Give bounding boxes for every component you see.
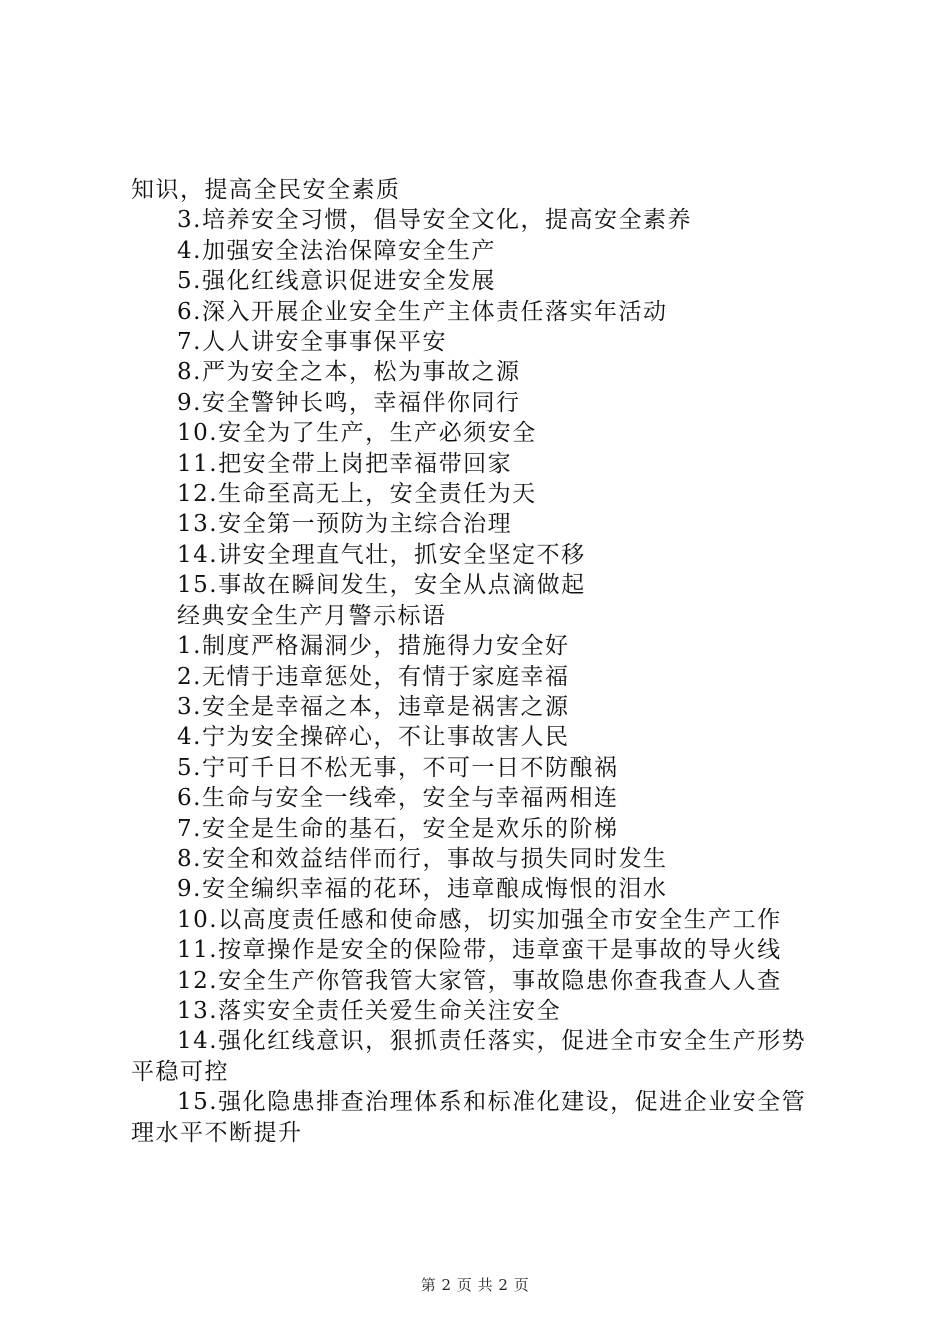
- text-line: 5.强化红线意识促进安全发展: [177, 268, 496, 295]
- text-line: 4.宁为安全操碎心，不让事故害人民: [177, 724, 570, 751]
- text-line: 6.生命与安全一线牵，安全与幸福两相连: [177, 785, 619, 812]
- text-line: 9.安全编织幸福的花环，违章酿成悔恨的泪水: [177, 876, 668, 903]
- text-line: 4.加强安全法治保障安全生产: [177, 237, 496, 264]
- text-line: 13.落实安全责任关爱生命关注安全: [177, 997, 562, 1024]
- text-line: 7.人人讲安全事事保平安: [177, 329, 447, 356]
- text-line: 经典安全生产月警示标语: [177, 602, 447, 629]
- text-line: 12.生命至高无上，安全责任为天: [177, 481, 537, 508]
- text-line: 8.安全和效益结伴而行，事故与损失同时发生: [177, 845, 668, 872]
- text-line: 3.培养安全习惯，倡导安全文化，提高安全素养: [177, 207, 692, 234]
- page-footer: 第 2 页 共 2 页: [420, 1276, 530, 1294]
- text-line: 2.无情于违章惩处，有情于家庭幸福: [177, 663, 570, 690]
- text-line: 5.宁可千日不松无事，不可一日不防酿祸: [177, 754, 619, 781]
- text-line: 平稳可控: [131, 1058, 229, 1085]
- text-line: 10.以高度责任感和使命感，切实加强全市安全生产工作: [177, 906, 782, 933]
- text-line: 11.把安全带上岗把幸福带回家: [177, 450, 513, 477]
- text-line: 10.安全为了生产，生产必须安全: [177, 420, 537, 447]
- text-line: 3.安全是幸福之本，违章是祸害之源: [177, 693, 570, 720]
- text-line: 1.制度严格漏洞少，措施得力安全好: [177, 633, 570, 660]
- text-line: 14.讲安全理直气壮，抓安全坚定不移: [177, 541, 586, 568]
- text-line: 9.安全警钟长鸣，幸福伴你同行: [177, 389, 521, 416]
- text-line: 11.按章操作是安全的保险带，违章蛮干是事故的导火线: [177, 937, 782, 964]
- text-line: 12.安全生产你管我管大家管，事故隐患你查我查人人查: [177, 967, 782, 994]
- text-line: 7.安全是生命的基石，安全是欢乐的阶梯: [177, 815, 619, 842]
- text-line: 6.深入开展企业安全生产主体责任落实年活动: [177, 298, 668, 325]
- document-body: [131, 175, 831, 1148]
- text-line: 14.强化红线意识，狠抓责任落实，促进全市安全生产形势: [177, 1028, 807, 1055]
- text-line: 13.安全第一预防为主综合治理: [177, 511, 513, 538]
- text-line: 8.严为安全之本，松为事故之源: [177, 359, 521, 386]
- text-line: 15.事故在瞬间发生，安全从点滴做起: [177, 572, 586, 599]
- text-line: 知识，提高全民安全素质: [131, 177, 401, 203]
- text-line: 15.强化隐患排查治理体系和标准化建设，促进企业安全管: [177, 1089, 807, 1116]
- text-line: 理水平不断提升: [131, 1119, 303, 1146]
